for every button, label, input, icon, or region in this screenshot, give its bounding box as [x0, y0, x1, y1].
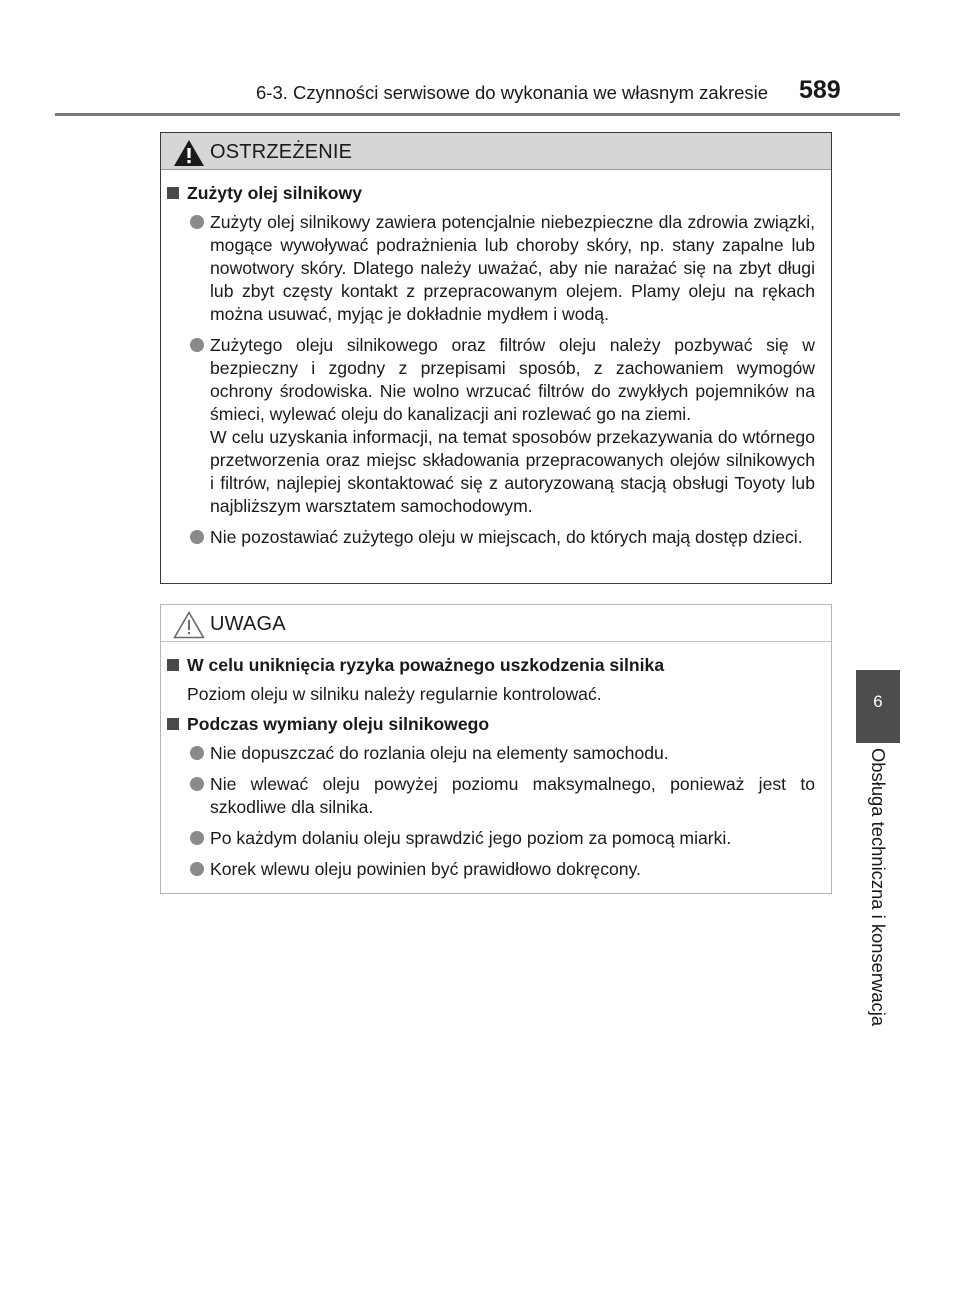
list-item-text: Nie wlewać oleju powyżej poziomu maksymalnego, ponieważ jest to szkodliwe dla silnika. — [210, 774, 815, 817]
list-item-text-continued: W celu uzyskania informacji, na temat sposobów przekazywania do wtórnego przetworzenia oraz miejsc składowania przepracowanych olejów silnikowych i filtrów, najlepiej skontaktować się z autoryzowaną stacją obsługi Toyoty lub najbliższym warsztatem samochodowym. — [210, 427, 815, 516]
list-item — [167, 742, 815, 765]
warning-box-header — [161, 133, 831, 170]
round-bullet-icon — [190, 530, 204, 544]
square-bullet-icon — [167, 187, 179, 199]
running-header-section: 6-3. Czynności serwisowe do wykonania we własnym zakresie — [256, 82, 769, 103]
notice-box-title: UWAGA — [210, 613, 286, 635]
list-item-text: Nie pozostawiać zużytego oleju w miejscach, do których mają dostęp dzieci. — [210, 527, 803, 547]
square-bullet-icon — [167, 718, 179, 730]
square-bullet-icon — [167, 659, 179, 671]
warning-box-title: OSTRZEŻENIE — [210, 141, 353, 163]
section-heading — [167, 182, 815, 205]
heading-text: Zużyty olej silnikowy — [187, 183, 363, 203]
header-rule — [55, 113, 900, 116]
page-number: 589 — [799, 76, 841, 104]
list-item-text: Zużyty olej silnikowy zawiera potencjalnie niebezpieczne dla zdrowia związki, mogące wywoływać podrażnienia lub choroby skóry, np. stany zapalne lub nowotwory skóry. Dlatego należy uważać, aby nie narażać się na zbyt długi lub zbyt częsty kontakt z przepracowanym olejem. Plamy oleju na rękach można usuwać, myjąc je dokładnie mydłem i wodą. — [210, 212, 815, 324]
heading-text: W celu uniknięcia ryzyka poważnego uszkodzenia silnika — [187, 655, 665, 675]
chapter-tab — [856, 670, 900, 743]
warning-box-body — [161, 170, 831, 549]
list-item-text: Zużytego oleju silnikowego oraz filtrów oleju należy pozbywać się w bezpieczny i zgodny z przepisami sposób, z zachowaniem wymogów ochrony środowiska. Nie wolno wrzucać filtrów do zwykłych pojemników na śmieci, wylewać oleju do kanalizacji ani rozlewać go na ziemi. — [210, 335, 815, 424]
round-bullet-icon — [190, 862, 204, 876]
warning-triangle-icon — [173, 139, 205, 167]
notice-box — [160, 604, 832, 894]
round-bullet-icon — [190, 338, 204, 352]
warning-box — [160, 132, 832, 584]
list-item — [167, 858, 815, 881]
list-item — [167, 827, 815, 850]
list-item-text: Korek wlewu oleju powinien być prawidłowo dokręcony. — [210, 859, 641, 879]
list-item — [167, 773, 815, 819]
paragraph: Poziom oleju w silniku należy regularnie kontrolować. — [187, 684, 602, 704]
list-item — [167, 211, 815, 326]
heading-text: Podczas wymiany oleju silnikowego — [187, 714, 490, 734]
list-item-text: Nie dopuszczać do rozlania oleju na elementy samochodu. — [210, 743, 669, 763]
list-item-text: Po każdym dolaniu oleju sprawdzić jego poziom za pomocą miarki. — [210, 828, 732, 848]
chapter-title: Obsługa techniczna i konserwacja — [868, 748, 889, 1027]
caution-triangle-icon — [173, 611, 205, 639]
section-heading — [167, 654, 815, 677]
round-bullet-icon — [190, 746, 204, 760]
notice-box-header — [161, 605, 831, 642]
list-item — [167, 526, 815, 549]
round-bullet-icon — [190, 777, 204, 791]
notice-box-body — [161, 642, 831, 881]
round-bullet-icon — [190, 831, 204, 845]
round-bullet-icon — [190, 215, 204, 229]
section-heading — [167, 713, 815, 736]
list-item — [167, 334, 815, 518]
chapter-number: 6 — [873, 692, 883, 711]
